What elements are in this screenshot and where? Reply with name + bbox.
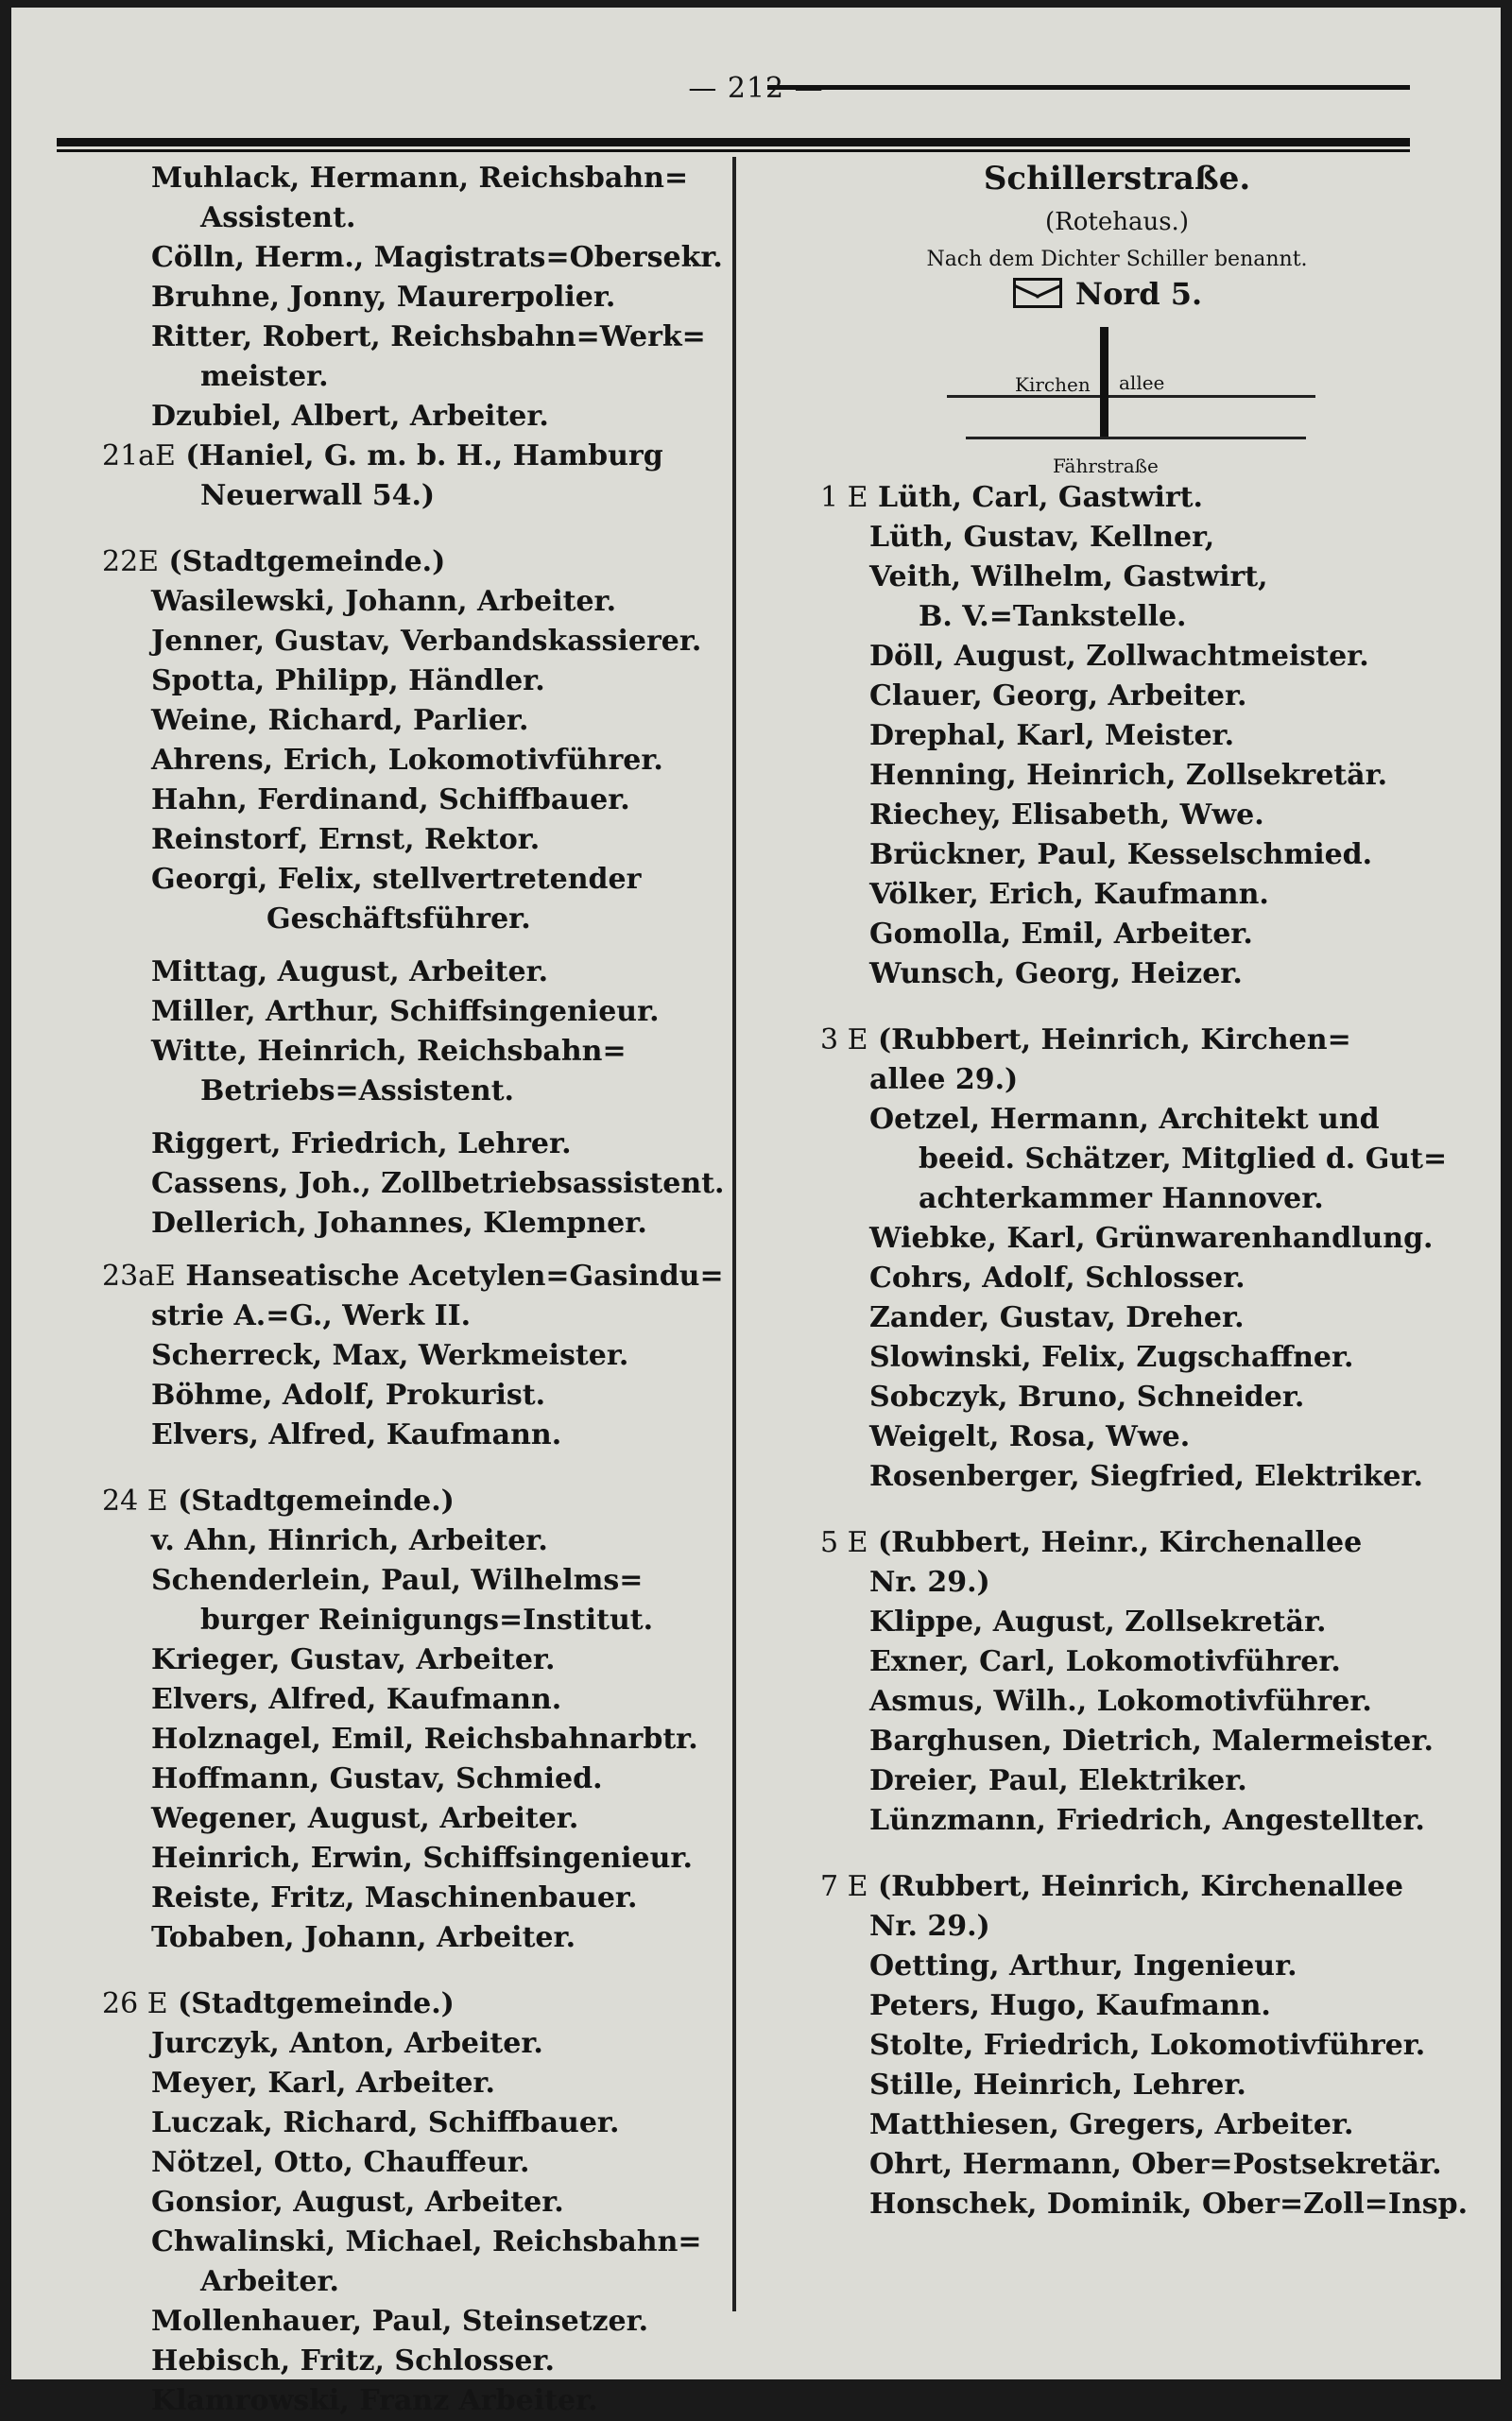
entry-text: Rosenberger, Siegfried, Elektriker. <box>869 1460 1423 1493</box>
resident-entry <box>87 1601 730 1640</box>
entry-text: Weigelt, Rosa, Wwe. <box>869 1420 1191 1453</box>
entry-text: Riechey, Elisabeth, Wwe. <box>869 798 1264 832</box>
resident-entry <box>805 1563 1467 1603</box>
entry-text: Asmus, Wilh., Lokomotivführer. <box>869 1685 1372 1718</box>
entry-text: Nr. 29.) <box>869 1566 990 1599</box>
right-column <box>805 159 1467 2224</box>
house-number: 26 E <box>102 1987 168 2020</box>
entry-text: Klamrowski, Franz Arbeiter. <box>151 2384 598 2417</box>
section-gap <box>805 994 1467 1021</box>
resident-entry <box>87 2342 730 2381</box>
resident-entry <box>805 796 1467 835</box>
resident-entry <box>87 1918 730 1958</box>
resident-entry <box>87 1336 730 1376</box>
resident-entry <box>805 1140 1467 1179</box>
resident-entry <box>87 661 730 701</box>
resident-entry <box>805 1259 1467 1298</box>
entry-text: Scherreck, Max, Werkmeister. <box>151 1339 629 1372</box>
column-divider <box>732 157 736 2311</box>
resident-entry <box>87 1799 730 1839</box>
entry-text: Clauer, Georg, Arbeiter. <box>869 679 1247 713</box>
entry-text: Veith, Wilhelm, Gastwirt, <box>869 560 1268 593</box>
street-note: Nach dem Dichter Schiller benannt. <box>926 248 1308 271</box>
house-entry <box>87 1482 730 1521</box>
resident-entry <box>805 597 1467 637</box>
directory-page <box>11 8 1501 2417</box>
house-entry <box>87 542 730 582</box>
entry-text: Muhlack, Hermann, Reichsbahn= <box>151 162 689 195</box>
entry-text: Dellerich, Johannes, Klempner. <box>151 1207 647 1240</box>
resident-entry <box>87 1376 730 1416</box>
entry-text: Hebisch, Fritz, Schlosser. <box>151 2344 555 2378</box>
resident-entry <box>87 238 730 278</box>
section-gap <box>805 1841 1467 1867</box>
entry-text: Schenderlein, Paul, Wilhelms= <box>151 1564 644 1597</box>
section-gap <box>805 1497 1467 1523</box>
resident-entry <box>87 992 730 1032</box>
header-rule-thin <box>57 149 1410 152</box>
house-number: 3 E <box>820 1023 868 1056</box>
entry-text: Lüth, Carl, Gastwirt. <box>877 481 1203 514</box>
entry-text: Dreier, Paul, Elektriker. <box>869 1764 1247 1797</box>
resident-entry <box>87 198 730 238</box>
resident-entry <box>87 2302 730 2342</box>
entry-text: Reiste, Fritz, Maschinenbauer. <box>151 1881 638 1914</box>
resident-entry <box>805 2105 1467 2145</box>
resident-entry <box>805 2066 1467 2105</box>
resident-entry <box>87 701 730 741</box>
resident-entry <box>87 1204 730 1244</box>
entry-text: (Stadtgemeinde.) <box>178 1987 455 2020</box>
entry-text: Elvers, Alfred, Kaufmann. <box>151 1683 562 1716</box>
entry-text: Stolte, Friedrich, Lokomotivführer. <box>869 2029 1426 2062</box>
entry-text: Geschäftsführer. <box>266 902 531 936</box>
entry-text: Assistent. <box>200 201 356 234</box>
resident-entry <box>805 518 1467 558</box>
entry-gap <box>87 1244 730 1257</box>
entry-text: Peters, Hugo, Kaufmann. <box>869 1989 1271 2022</box>
resident-entry <box>87 820 730 860</box>
entry-text: Klippe, August, Zollsekretär. <box>869 1605 1327 1639</box>
resident-entry <box>805 2185 1467 2224</box>
resident-entry <box>87 1760 730 1799</box>
entry-text: Neuerwall 54.) <box>200 479 436 512</box>
house-number: 22E <box>102 545 160 578</box>
entry-text: Ahrens, Erich, Lokomotivführer. <box>151 744 663 777</box>
entry-text: Gomolla, Emil, Arbeiter. <box>869 918 1253 951</box>
resident-entry <box>87 622 730 661</box>
entry-text: Meyer, Karl, Arbeiter. <box>151 2067 495 2100</box>
entry-text: Arbeiter. <box>200 2265 339 2298</box>
left-column <box>87 159 730 2421</box>
resident-entry <box>805 875 1467 915</box>
resident-entry <box>805 1457 1467 1497</box>
entry-text: Hahn, Ferdinand, Schiffbauer. <box>151 783 630 816</box>
entry-text: Spotta, Philipp, Händler. <box>151 664 545 697</box>
entry-text: Riggert, Friedrich, Lehrer. <box>151 1127 572 1160</box>
resident-entry <box>87 2103 730 2143</box>
entry-text: Wasilewski, Johann, Arbeiter. <box>151 585 617 618</box>
resident-entry <box>805 1179 1467 1219</box>
house-number: 21aE <box>102 439 176 472</box>
resident-entry <box>87 1125 730 1164</box>
resident-entry <box>87 1680 730 1720</box>
entry-text: Cassens, Joh., Zollbetriebsassistent. <box>151 1167 725 1200</box>
entry-text: Ohrt, Hermann, Ober=Postsekretär. <box>869 2148 1442 2181</box>
resident-entry <box>805 1947 1467 1986</box>
resident-entry <box>87 1032 730 1072</box>
map-road-schillerstrasse <box>1100 327 1108 438</box>
resident-entry <box>805 1682 1467 1722</box>
entry-text: Zander, Gustav, Dreher. <box>869 1301 1245 1334</box>
entry-text: Reinstorf, Ernst, Rektor. <box>151 823 541 856</box>
map-label-kirchen: Kirchen <box>1015 373 1091 396</box>
entry-text: Hoffmann, Gustav, Schmied. <box>151 1762 603 1795</box>
resident-entry <box>805 1603 1467 1642</box>
entry-text: (Rubbert, Heinrich, Kirchen= <box>877 1023 1351 1056</box>
entry-text: Bruhne, Jonny, Maurerpolier. <box>151 281 616 314</box>
entry-text: Tobaben, Johann, Arbeiter. <box>151 1921 576 1954</box>
resident-entry <box>87 318 730 357</box>
entry-text: Witte, Heinrich, Reichsbahn= <box>151 1035 627 1068</box>
resident-entry <box>87 2024 730 2064</box>
resident-entry <box>87 1296 730 1336</box>
house-number: 5 E <box>820 1526 868 1559</box>
resident-entry <box>805 716 1467 756</box>
page-number: — 212 — <box>688 72 824 105</box>
entry-text: Lünzmann, Friedrich, Angestellter. <box>869 1804 1425 1837</box>
entry-text: Stille, Heinrich, Lehrer. <box>869 2069 1246 2102</box>
entry-text: Mittag, August, Arbeiter. <box>151 955 549 988</box>
envelope-icon <box>1013 278 1062 308</box>
entry-text: Nötzel, Otto, Chauffeur. <box>151 2146 530 2179</box>
postal-district-label: Nord 5. <box>1074 276 1203 312</box>
entry-text: (Haniel, G. m. b. H., Hamburg <box>185 439 663 472</box>
resident-entry <box>805 1761 1467 1801</box>
resident-entry <box>87 781 730 820</box>
postal-district <box>805 274 1467 321</box>
entry-text: Holznagel, Emil, Reichsbahnarbtr. <box>151 1723 698 1756</box>
entry-text: Slowinski, Felix, Zugschaffner. <box>869 1341 1354 1374</box>
entry-text: Barghusen, Dietrich, Malermeister. <box>869 1725 1434 1758</box>
entry-text: Chwalinski, Michael, Reichsbahn= <box>151 2225 702 2258</box>
house-number: 24 E <box>102 1485 168 1518</box>
resident-entry <box>805 1100 1467 1140</box>
entry-text: burger Reinigungs=Institut. <box>200 1604 654 1637</box>
entry-text: Lüth, Gustav, Kellner, <box>869 521 1215 554</box>
resident-entry <box>87 357 730 397</box>
resident-entry <box>805 1907 1467 1947</box>
house-number: 1 E <box>820 481 868 514</box>
entry-text: Wunsch, Georg, Heizer. <box>869 957 1243 990</box>
resident-entry <box>87 1164 730 1204</box>
entry-text: Matthiesen, Gregers, Arbeiter. <box>869 2108 1354 2141</box>
resident-entry <box>805 1642 1467 1682</box>
resident-entry <box>87 2381 730 2421</box>
entry-text: allee 29.) <box>869 1063 1019 1096</box>
entry-text: Wiebke, Karl, Grünwarenhandlung. <box>869 1222 1434 1255</box>
house-number: 23aE <box>102 1260 176 1293</box>
resident-entry <box>87 2064 730 2103</box>
entry-text: Völker, Erich, Kaufmann. <box>869 878 1269 911</box>
entry-text: Gonsior, August, Arbeiter. <box>151 2186 564 2219</box>
entry-text: Weine, Richard, Parlier. <box>151 704 529 737</box>
house-number: 7 E <box>820 1870 868 1903</box>
resident-entry <box>87 397 730 437</box>
entry-text: Henning, Heinrich, Zollsekretär. <box>869 759 1388 792</box>
map-label-faehrstrasse: Fährstraße <box>1053 455 1159 477</box>
entry-text: Mollenhauer, Paul, Steinsetzer. <box>151 2305 649 2338</box>
resident-entry <box>87 1720 730 1760</box>
resident-entry <box>805 1722 1467 1761</box>
entry-text: Jenner, Gustav, Verbandskassierer. <box>151 625 702 658</box>
resident-entry <box>805 1060 1467 1100</box>
resident-entry <box>805 677 1467 716</box>
house-entry <box>87 1257 730 1296</box>
entry-text: achterkammer Hannover. <box>919 1182 1324 1215</box>
entry-gap <box>87 939 730 953</box>
resident-entry <box>87 860 730 900</box>
entry-text: Oetzel, Hermann, Architekt und <box>869 1103 1380 1136</box>
entry-text: B. V.=Tankstelle. <box>919 600 1187 633</box>
entry-text: Wegener, August, Arbeiter. <box>151 1802 579 1835</box>
resident-entry <box>87 1072 730 1111</box>
resident-entry <box>805 915 1467 954</box>
entry-text: (Stadtgemeinde.) <box>168 545 446 578</box>
resident-entry <box>87 1416 730 1455</box>
entry-text: Luczak, Richard, Schiffbauer. <box>151 2106 620 2139</box>
resident-entry <box>87 900 730 939</box>
resident-entry <box>87 582 730 622</box>
map-road-faehrstrasse <box>966 437 1306 439</box>
resident-entry <box>87 953 730 992</box>
resident-entry <box>805 954 1467 994</box>
entry-text: Miller, Arthur, Schiffsingenieur. <box>151 995 660 1028</box>
entry-text: Sobczyk, Bruno, Schneider. <box>869 1381 1305 1414</box>
entry-text: (Rubbert, Heinr., Kirchenallee <box>877 1526 1363 1559</box>
street-subtitle: (Rotehaus.) <box>1045 208 1189 236</box>
entry-text: Hanseatische Acetylen=Gasindu= <box>185 1260 724 1293</box>
resident-entry <box>805 1986 1467 2026</box>
section-gap <box>87 1958 730 1984</box>
entry-text: Georgi, Felix, stellvertretender <box>151 863 642 896</box>
entry-text: Böhme, Adolf, Prokurist. <box>151 1379 546 1412</box>
resident-entry <box>805 1219 1467 1259</box>
entry-text: Jurczyk, Anton, Arbeiter. <box>151 2027 543 2060</box>
entry-text: (Stadtgemeinde.) <box>178 1485 455 1518</box>
resident-entry <box>805 2026 1467 2066</box>
entry-text: Exner, Carl, Lokomotivführer. <box>869 1645 1341 1678</box>
resident-entry <box>87 1839 730 1879</box>
resident-entry <box>87 1640 730 1680</box>
entry-text: Betriebs=Assistent. <box>200 1074 514 1107</box>
entry-text: strie A.=G., Werk II. <box>151 1299 472 1332</box>
house-entry <box>87 1984 730 2024</box>
street-map-diagram <box>805 327 1448 477</box>
entry-text: (Rubbert, Heinrich, Kirchenallee <box>877 1870 1403 1903</box>
resident-entry <box>87 2183 730 2223</box>
resident-entry <box>805 1378 1467 1417</box>
entry-text: Ritter, Robert, Reichsbahn=Werk= <box>151 320 706 353</box>
entry-text: Cölln, Herm., Magistrats=Obersekr. <box>151 241 723 274</box>
entry-text: Cohrs, Adolf, Schlosser. <box>869 1262 1246 1295</box>
entry-gap <box>87 1111 730 1125</box>
resident-entry <box>805 756 1467 796</box>
resident-entry <box>87 1561 730 1601</box>
resident-entry <box>87 2262 730 2302</box>
resident-entry <box>805 1417 1467 1457</box>
section-gap <box>87 1455 730 1482</box>
entry-text: Honschek, Dominik, Ober=Zoll=Insp. <box>869 2188 1469 2221</box>
entry-text: Drephal, Karl, Meister. <box>869 719 1235 752</box>
resident-entry <box>805 1338 1467 1378</box>
resident-entry <box>87 278 730 318</box>
resident-entry <box>805 558 1467 597</box>
house-entry <box>805 1523 1467 1563</box>
entry-text: Dzubiel, Albert, Arbeiter. <box>151 400 549 433</box>
right-entries <box>805 478 1467 2224</box>
resident-entry <box>805 2145 1467 2185</box>
resident-entry <box>87 159 730 198</box>
resident-entry <box>87 741 730 781</box>
resident-entry <box>87 476 730 516</box>
resident-entry <box>805 1298 1467 1338</box>
entry-text: Döll, August, Zollwachtmeister. <box>869 640 1369 673</box>
resident-entry <box>87 1879 730 1918</box>
resident-entry <box>87 1521 730 1561</box>
house-entry <box>805 1867 1467 1907</box>
entry-text: beeid. Schätzer, Mitglied d. Gut= <box>919 1142 1448 1176</box>
entry-text: Heinrich, Erwin, Schiffsingenieur. <box>151 1842 693 1875</box>
resident-entry <box>87 2143 730 2183</box>
resident-entry <box>87 2223 730 2262</box>
entry-text: v. Ahn, Hinrich, Arbeiter. <box>151 1524 548 1557</box>
section-gap <box>87 516 730 542</box>
entry-text: meister. <box>200 360 329 393</box>
house-entry <box>805 1021 1467 1060</box>
entry-text: Nr. 29.) <box>869 1910 990 1943</box>
entry-text: Brückner, Paul, Kesselschmied. <box>869 838 1373 871</box>
resident-entry <box>805 835 1467 875</box>
street-title: Schillerstraße. <box>983 160 1251 197</box>
header-rule-thick <box>57 138 1410 146</box>
entry-text: Elvers, Alfred, Kaufmann. <box>151 1418 562 1451</box>
entry-text: Krieger, Gustav, Arbeiter. <box>151 1643 556 1676</box>
map-label-allee: allee <box>1119 371 1165 394</box>
resident-entry <box>805 1801 1467 1841</box>
resident-entry <box>805 637 1467 677</box>
house-entry <box>87 437 730 476</box>
entry-text: Oetting, Arthur, Ingenieur. <box>869 1949 1297 1983</box>
